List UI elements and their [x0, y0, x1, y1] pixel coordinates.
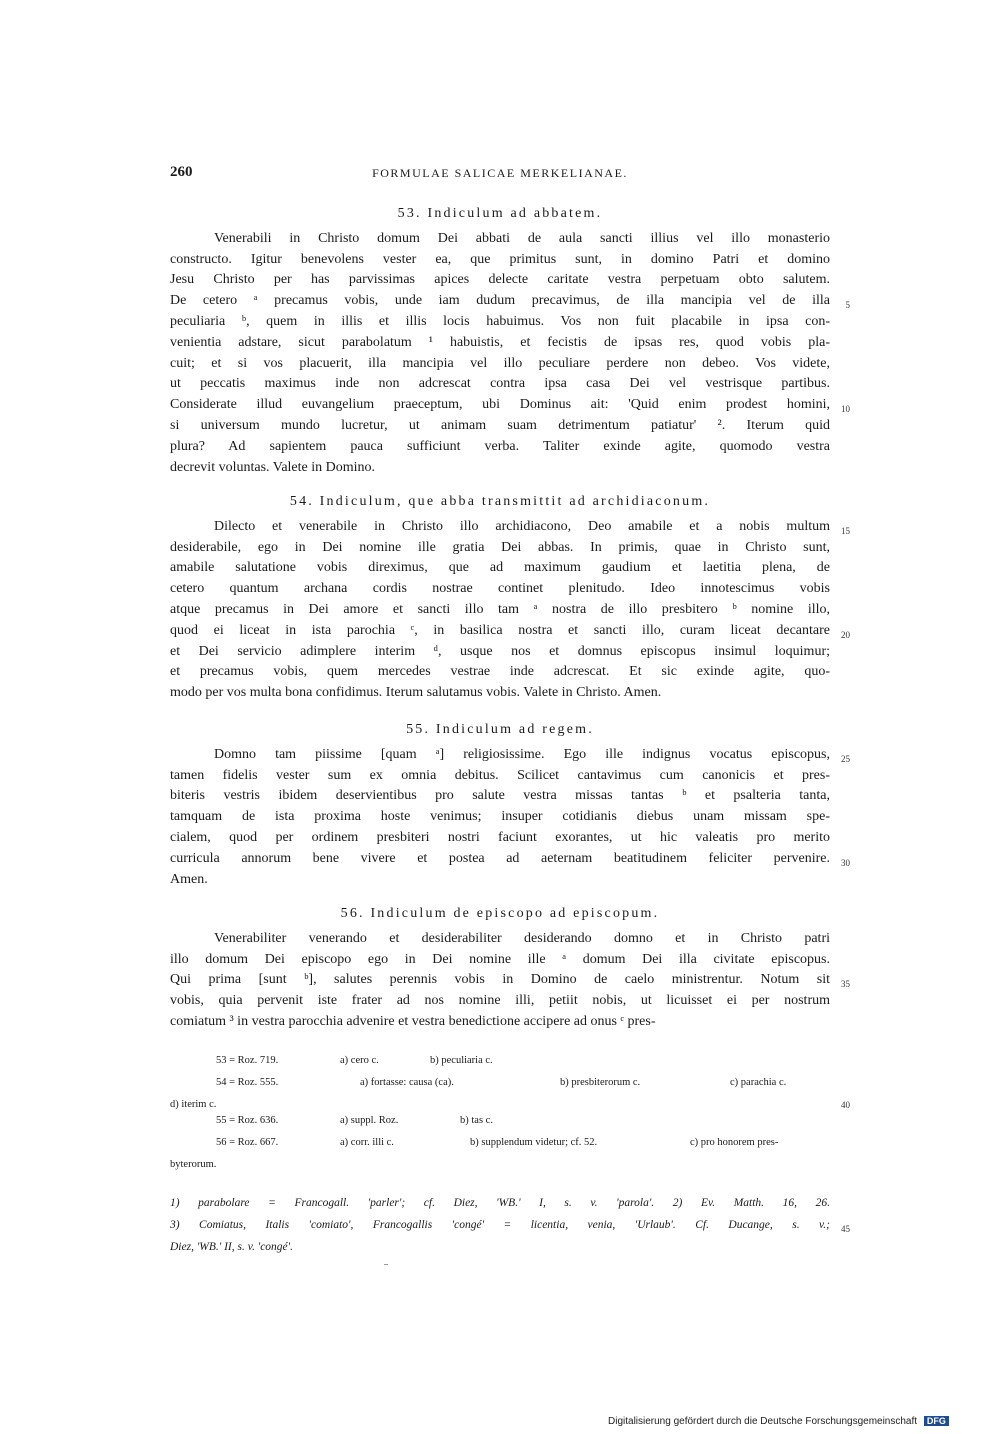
line-number: 25: [841, 753, 850, 764]
line-text: decrevit voluntas. Valete in Domino.: [170, 459, 376, 475]
footnote-line: [170, 1192, 830, 1214]
footnote-text: 3) Comiatus, Italis 'comiato', Francogallis 'congé' = licentia, venia, 'Urlaub'. Cf. Ducange, s. v.;: [170, 1219, 830, 1231]
apparatus-row: [170, 1050, 830, 1072]
funding-credit: [608, 1416, 949, 1427]
line-text: cialem, quod per ordinem presbiteri nostri faciunt exorantes, ut hic valeatis pro merito: [170, 829, 830, 845]
apparatus-row: [170, 1154, 830, 1170]
text-line: [170, 766, 830, 787]
footnote-line: [170, 1214, 850, 1236]
line-text: plura? Ad sapientem pauca sufficiunt verba. Taliter exinde agite, quomodo vestra: [170, 438, 830, 454]
text-line: [170, 1012, 830, 1033]
section-title: 56. Indiculum de episcopo ad episcopum.: [340, 906, 660, 921]
line-text: tamen fidelis vester sum ex omnia debitus. Scilicet cantavimus cum canonicis et pres-: [170, 767, 830, 783]
line-text: amabile salutatione vobis direximus, que ad maximum gaudium et laetitia plena, de: [170, 560, 830, 576]
text-line: [170, 354, 830, 375]
text-line: [170, 828, 830, 849]
apparatus: [170, 1050, 850, 1170]
line-text: Domno tam piissime [quam ᵃ] religiosissime. Ego ille indignus vocatus episcopus,: [214, 746, 830, 762]
divider: [384, 1264, 388, 1265]
line-text: modo per vos multa bona confidimus. Iterum salutamus vobis. Valete in Christo. Amen.: [170, 685, 662, 701]
apparatus-entry: b) presbiterorum c.: [560, 1077, 641, 1088]
apparatus-row: [170, 1110, 830, 1132]
apparatus-row: [170, 1072, 830, 1094]
line-text: curricula annorum bene vivere et postea ad aeternam beatitudinem feliciter pervenire.: [170, 850, 830, 866]
text-line: [170, 929, 830, 950]
line-number: 45: [841, 1224, 850, 1234]
credit-text: Digitalisierung gefördert durch die Deutsche Forschungsgemeinschaft: [608, 1416, 918, 1427]
apparatus-entry: byterorum.: [170, 1159, 217, 1170]
line-text: et Dei servicio adimplere interim ᵈ, usque nos et domnus episcopus insimul loquimur;: [170, 643, 830, 659]
text-line: [170, 991, 830, 1012]
line-text: Jesu Christo per has parvissimas apices delecte caritate vestra perpetuam obto salutem.: [170, 272, 830, 288]
text-line: [170, 517, 850, 538]
apparatus-entry: 53 = Roz. 719.: [216, 1055, 279, 1066]
text-line: [170, 642, 830, 663]
text-line: [170, 312, 830, 333]
section-title: 53. Indiculum ad abbatem.: [397, 206, 603, 221]
line-text: Qui prima [sunt ᵇ], salutes perennis vobis in Domino de caelo ministrentur. Notum sit: [170, 972, 830, 988]
apparatus-entry: b) tas c.: [460, 1115, 493, 1126]
apparatus-entry: a) corr. illi c.: [340, 1137, 394, 1148]
line-text: comiatum ³ in vestra parocchia advenire et vestra benedictione accipere ad onus ᶜ pres-: [170, 1013, 656, 1029]
section-55: [170, 720, 850, 890]
line-number: 35: [841, 979, 850, 990]
line-text: constructo. Igitur benevolens vester ea, que primitus sunt, in domino Patri et domino: [170, 251, 830, 267]
text-line: [170, 683, 830, 704]
apparatus-entry: 55 = Roz. 636.: [216, 1115, 279, 1126]
text-line: [170, 374, 830, 395]
line-text: peculiaria ᵇ, quem in illis et illis locis habuimus. Vos non fuit placabile in ipsa con-: [170, 313, 830, 329]
text-line: [170, 229, 830, 250]
text-line: [170, 270, 830, 291]
line-text: quod ei liceat in ista parochia ᶜ, in basilica nostra et sancti illo, curam liceat decantare: [170, 622, 830, 638]
text-line: [170, 621, 850, 642]
line-text: tamquam de ista proxima hoste venimus; insuper cotidianis diebus unam missam spe-: [170, 809, 830, 825]
apparatus-row: [170, 1132, 830, 1154]
line-text: cuit; et si vos placuerit, illa mancipia vel illo peculiare perdere non debeo. Vos videte,: [170, 355, 830, 371]
line-text: desiderabile, ego in Dei nomine ille gratia Dei abbas. In primis, quae in Christo sunt,: [170, 539, 830, 555]
text-line: [170, 333, 830, 354]
line-text: De cetero ᵃ precamus vobis, unde iam dudum precavimus, de illa mancipia vel de illa: [170, 293, 830, 309]
line-text: Dilecto et venerabile in Christo illo archidiacono, Deo amabile et a nobis multum: [214, 518, 830, 534]
apparatus-entry: 56 = Roz. 667.: [216, 1137, 279, 1148]
section-53: [170, 204, 850, 478]
text-line: [170, 849, 850, 870]
section-title: 55. Indiculum ad regem.: [406, 722, 594, 737]
text-line: [170, 950, 830, 971]
text-line: [170, 970, 850, 991]
line-text: si universum mundo lucretur, ut animam suam detrimentum patiatur' ². Iterum quid: [170, 417, 830, 433]
dfg-logo: DFG: [924, 1416, 949, 1426]
line-text: cetero quantum archana cordis nostrae continet plenitudo. Ideo innotescimus vobis: [170, 581, 830, 597]
text-line: [170, 786, 830, 807]
text-line: [170, 538, 830, 559]
apparatus-entry: a) fortasse: causa (ca).: [360, 1077, 454, 1088]
line-number: 30: [841, 857, 850, 868]
text-line: [170, 250, 830, 271]
text-line: [170, 395, 850, 416]
text-line: [170, 558, 830, 579]
section-54: [170, 492, 850, 704]
apparatus-entry: c) parachia c.: [730, 1077, 787, 1088]
line-number: 10: [841, 404, 850, 415]
text-line: [170, 291, 850, 312]
page-number: 260: [170, 164, 193, 180]
line-text: venientia adstare, sicut parabolatum ¹ habuistis, et fecistis de ipsas res, quod vobis pla-: [170, 334, 830, 350]
section-title: 54. Indiculum, que abba transmittit ad archidiaconum.: [289, 494, 711, 509]
apparatus-entry: a) suppl. Roz.: [340, 1115, 399, 1126]
text-line: [170, 870, 830, 891]
text-line: [170, 437, 830, 458]
line-number: 5: [845, 300, 850, 311]
apparatus-entry: d) iterim c.: [170, 1099, 217, 1110]
text-line: [170, 662, 830, 683]
footnote-line: [170, 1236, 830, 1258]
section-56: [170, 904, 850, 1033]
line-number: 40: [841, 1100, 850, 1110]
text-line: [170, 579, 830, 600]
line-text: Venerabiliter venerando et desiderabiliter desiderando domno et in Christo patri: [214, 930, 830, 946]
line-text: Amen.: [170, 871, 208, 887]
footnote-text: 1) parabolare = Francogall. 'parler'; cf. Diez, 'WB.' I, s. v. 'parola'. 2) Ev. Matth. 16, 26.: [170, 1197, 830, 1209]
running-title: FORMULAE SALICAE MERKELIANAE.: [372, 166, 628, 180]
text-line: [170, 600, 830, 621]
text-line: [170, 416, 830, 437]
line-text: biteris vestris ibidem deservientibus pro salute vestra missas tantas ᵇ et psalteria tanta,: [170, 788, 830, 804]
apparatus-entry: a) cero c.: [340, 1055, 379, 1066]
line-text: atque precamus in Dei amore et sancti illo tam ᵃ nostra de illo presbitero ᵇ nomine illo,: [170, 601, 830, 617]
text-line: [170, 807, 830, 828]
footnote-text: Diez, 'WB.' II, s. v. 'congé'.: [170, 1241, 293, 1253]
line-text: Venerabili in Christo domum Dei abbati de aula sancti illius vel illo monasterio: [214, 230, 830, 246]
line-text: ut peccatis maximus inde non adcrescat contra ipsa casa Dei vel vestrisque partibus.: [170, 376, 830, 392]
line-text: et precamus vobis, quem mercedes vestrae inde adcrescat. Et sic exinde agite, quo-: [170, 664, 830, 680]
apparatus-entry: b) peculiaria c.: [430, 1055, 493, 1066]
apparatus-entry: b) supplendum videtur; cf. 52.: [470, 1137, 598, 1148]
apparatus-entry: c) pro honorem pres-: [690, 1137, 779, 1148]
line-number: 15: [841, 525, 850, 536]
text-line: [170, 745, 850, 766]
line-number: 20: [841, 629, 850, 640]
footnotes: [170, 1192, 850, 1258]
apparatus-entry: 54 = Roz. 555.: [216, 1077, 279, 1088]
apparatus-row: [170, 1094, 850, 1110]
text-line: [170, 458, 830, 479]
line-text: illo domum Dei episcopo ego in Dei nomine ille ᵃ domum Dei illa civitate episcopus.: [170, 951, 830, 967]
line-text: Considerate illud euvangelium praeceptum, ubi Dominus ait: 'Quid enim prodest homini,: [170, 397, 830, 413]
line-text: vobis, quia pervenit iste frater ad nos nomine illi, petiit nobis, ut licuisset ei per nostrum: [170, 993, 830, 1009]
